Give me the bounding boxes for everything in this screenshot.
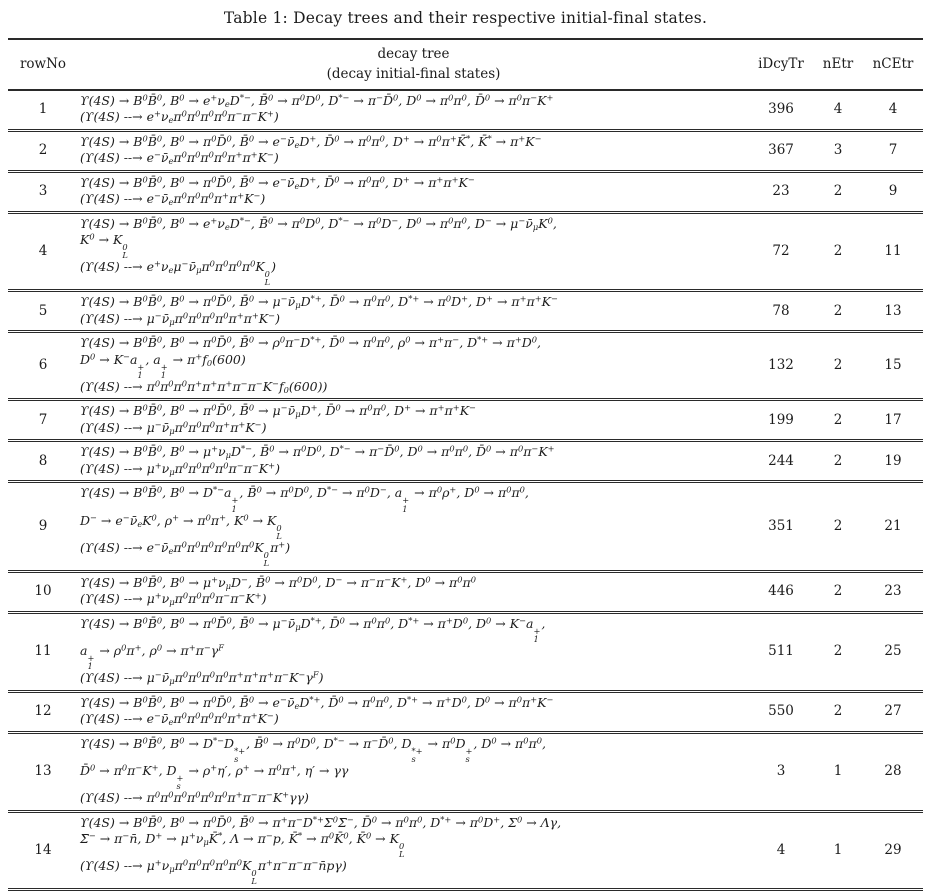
rowno-cell: 1: [8, 101, 78, 117]
ncetr-cell: 27: [863, 703, 923, 719]
decay-tree-line: $ϒ(4S) \to B^0B̄^0$, $B^0$ → $\pi^0D̄^0$, B̄$^0$ → $e^-\nū_eD^+$, D̄$^0$ → $\pi^0\pi^0$, $D^+ \to \pi^0\pi^+K̄^*$, K̄* → π+K−: [80, 134, 743, 151]
netr-cell: 2: [813, 583, 863, 599]
ncetr-cell: 23: [863, 583, 923, 599]
netr-cell: 2: [813, 453, 863, 469]
decay-tree-cell: [78, 216, 749, 287]
decay-tree-line: $D^- \to e^-\nū_eK^0$, $\rho^+ \to \pi^0\pi^+$, $K^0 \to K$ 0 L: [80, 513, 743, 540]
netr-cell: 2: [813, 357, 863, 373]
decay-tree-line: $ϒ(4S) \to B^0B̄^0$, $B^0$ → $\pi^0D̄^0$, B̄$^0$ → $e^-\nū_eD^{*+}$, D̄$^0$ → $\pi^0\pi^0$, $D^{*+} \to \pi^+D^0$, $D^0 \to \pi^0\pi^+K^-$: [80, 695, 743, 712]
table-row: [8, 401, 923, 442]
ncetr-cell: 29: [863, 842, 923, 858]
decay-tree-cell: [78, 616, 749, 687]
decay-tree-cell: [78, 485, 749, 566]
decay-tree-line: D̄$^0$ → $\pi^0\pi^-K^+$, D + s → ρ+η′, $\rho^+ \to \pi^0\pi^+$, η′ → γγ: [80, 763, 743, 790]
decay-tree-cell: [78, 736, 749, 807]
idcytr-cell: 3: [749, 763, 813, 779]
ncetr-cell: 13: [863, 303, 923, 319]
decay-table: [8, 38, 923, 891]
rowno-cell: 9: [8, 518, 78, 534]
idcytr-cell: 367: [749, 142, 813, 158]
table-caption: Table 1: Decay trees and their respective initial-final states.: [8, 5, 923, 38]
rowno-cell: 3: [8, 183, 78, 199]
table-row: [8, 132, 923, 173]
table-body: [8, 91, 923, 891]
table-row: [8, 813, 923, 891]
rowno-cell: 11: [8, 643, 78, 659]
decay-tree-line: $D^0 \to K^-a$ + 1 , a + 1 → $\pi^+f_0(600)$: [80, 352, 743, 379]
idcytr-cell: 511: [749, 643, 813, 659]
decay-tree-line: $ϒ(4S) \to B^0B̄^0$, $B^0 \to \mu^+\nu_\mu D^{*-}$, B̄$^0$ → $\pi^0D^0$, D*− → π−D̄$^0$, $D^0 \to \pi^0\pi^0$, D̄$^0$ → $\pi^0\pi^-K^+$: [80, 444, 743, 461]
col-header-decay-tree-line1: decay tree: [78, 44, 749, 64]
netr-cell: 2: [813, 643, 863, 659]
col-header-decay-tree: [78, 44, 749, 85]
decay-tree-line: (ϒ(4S) --→ $\pi^0\pi^0\pi^0\pi^0\pi^0\pi^0\pi^+\pi^-\pi^-K^+\gamma\gamma$): [80, 790, 743, 807]
decay-tree-line: (ϒ(4S) --→ $\mu^-\nū_\mu\pi^0\pi^0\pi^0\pi^0\pi^+\pi^+\pi^+\pi^-K^-\gamma^F$): [80, 670, 743, 687]
rowno-cell: 10: [8, 583, 78, 599]
decay-tree-line: $ϒ(4S) \to B^0B̄^0$, $B^0 \to D^{*-}D$ *+ s , B̄$^0$ → $\pi^0D^0$, D*− → π−D̄$^0$, D *+ s → $\pi^0D$ + s , $D^0 \to \pi^0\pi^0$,: [80, 736, 743, 763]
netr-cell: 1: [813, 842, 863, 858]
decay-tree-line: $ϒ(4S) \to B^0B̄^0$, $B^0$ → $\pi^0D̄^0$, B̄$^0$ → $\pi^+\pi^-D^{*+}\Sigma^0\Sigmā^-$, D̄$^0$ → $\pi^0\pi^0$, $D^{*+} \to \pi^0D^+$, $\Sigma^0 \to \Lambda\gamma$,: [80, 815, 743, 832]
decay-tree-cell: [78, 403, 749, 436]
decay-tree-line: (ϒ(4S) --→ $\mu^-\nū_\mu\pi^0\pi^0\pi^0\pi^+\pi^+K^-$): [80, 420, 743, 437]
rowno-cell: 2: [8, 142, 78, 158]
idcytr-cell: 78: [749, 303, 813, 319]
table-row: [8, 734, 923, 813]
decay-tree-line: (ϒ(4S) --→ $\mu^-\nū_\mu\pi^0\pi^0\pi^0\pi^0\pi^+\pi^+K^-$): [80, 311, 743, 328]
decay-tree-line: (ϒ(4S) --→ $e^-\nū_e\pi^0\pi^0\pi^0\pi^0\pi^0\pi^0K$ 0 L π+): [80, 540, 743, 567]
decay-tree-line: (ϒ(4S) --→ $e^-\nū_e\pi^0\pi^0\pi^0\pi^0\pi^+\pi^+K^-$): [80, 150, 743, 167]
ncetr-cell: 28: [863, 763, 923, 779]
rowno-cell: 13: [8, 763, 78, 779]
table-row: [8, 214, 923, 293]
decay-tree-line: Σ̄− → π−n̄, $D^+ \to \mu^+\nu_\mu K̄^*$, Λ → π−p, K̄* → $\pi^0K̄^0$, K̄$^0$ → K 0 L: [80, 831, 743, 858]
rowno-cell: 4: [8, 243, 78, 259]
idcytr-cell: 244: [749, 453, 813, 469]
netr-cell: 2: [813, 183, 863, 199]
decay-tree-line: $ϒ(4S) \to B^0B̄^0$, $B^0 \to D^{*-}a$ + 1 , B̄$^0$ → $\pi^0D^0$, $D^{*-} \to \pi^0D^-$, a + 1 → $\pi^0\rho^+$, $D^0 \to \pi^0\pi^0$,: [80, 485, 743, 512]
decay-tree-line: $ϒ(4S) \to B^0B̄^0$, $B^0$ → $\pi^0D̄^0$, B̄$^0$ → $\mu^-\nū_\mu D^{*+}$, D̄$^0$ → $\pi^0\pi^0$, $D^{*+} \to \pi^0D^+$, D+ → π+π+K−: [80, 294, 743, 311]
ncetr-cell: 21: [863, 518, 923, 534]
ncetr-cell: 9: [863, 183, 923, 199]
decay-tree-line: (ϒ(4S) --→ $e^+\nu_e\pi^0\pi^0\pi^0\pi^0\pi^-\pi^-K^+$): [80, 109, 743, 126]
decay-tree-line: $ϒ(4S) \to B^0B̄^0$, $B^0$ → $\pi^0D̄^0$, B̄$^0$ → $\mu^-\nū_\mu D^+$, D̄$^0$ → $\pi^0\pi^0$, D+ → π+π+K−: [80, 403, 743, 420]
decay-tree-cell: [78, 294, 749, 327]
decay-tree-line: (ϒ(4S) --→ $\mu^+\nu_\mu\pi^0\pi^0\pi^0\pi^0\pi^-\pi^-K^+$): [80, 461, 743, 478]
ncetr-cell: 17: [863, 412, 923, 428]
col-header-ncetr: nCEtr: [863, 56, 923, 72]
netr-cell: 3: [813, 142, 863, 158]
ncetr-cell: 25: [863, 643, 923, 659]
decay-tree-line: $ϒ(4S) \to B^0B̄^0$, $B^0$ → $\pi^0D̄^0$, B̄$^0$ → $\mu^-\nū_\mu D^{*+}$, D̄$^0$ → $\pi^0\pi^0$, $D^{*+} \to \pi^+D^0$, $D^0 \to K^-a$ + 1 ,: [80, 616, 743, 643]
idcytr-cell: 199: [749, 412, 813, 428]
decay-tree-cell: [78, 815, 749, 886]
table-row: [8, 333, 923, 401]
table-row: [8, 573, 923, 614]
rowno-cell: 14: [8, 842, 78, 858]
idcytr-cell: 72: [749, 243, 813, 259]
idcytr-cell: 23: [749, 183, 813, 199]
rowno-cell: 5: [8, 303, 78, 319]
decay-tree-cell: [78, 335, 749, 395]
idcytr-cell: 550: [749, 703, 813, 719]
col-header-rowno: rowNo: [8, 56, 78, 72]
table-row: [8, 91, 923, 132]
idcytr-cell: 446: [749, 583, 813, 599]
decay-tree-cell: [78, 93, 749, 126]
decay-tree-line: $ϒ(4S) \to B^0B̄^0$, $B^0 \to e^+\nu_eD^{*-}$, B̄$^0$ → $\pi^0D^0$, D*− → π−D̄$^0$, $D^0 \to \pi^0\pi^0$, D̄$^0$ → $\pi^0\pi^-K^+$: [80, 93, 743, 110]
ncetr-cell: 11: [863, 243, 923, 259]
col-header-netr: nEtr: [813, 56, 863, 72]
rowno-cell: 7: [8, 412, 78, 428]
netr-cell: 2: [813, 703, 863, 719]
netr-cell: 2: [813, 303, 863, 319]
netr-cell: 1: [813, 763, 863, 779]
decay-tree-line: a + 1 → $\rho^0\pi^+$, $\rho^0 \to \pi^+\pi^-\gamma^F$: [80, 643, 743, 670]
table-header-row: [8, 40, 923, 91]
table-row: [8, 442, 923, 483]
decay-tree-line: (ϒ(4S) --→ $e^-\nū_e\pi^0\pi^0\pi^0\pi^+\pi^+K^-$): [80, 191, 743, 208]
ncetr-cell: 4: [863, 101, 923, 117]
netr-cell: 4: [813, 101, 863, 117]
decay-tree-cell: [78, 575, 749, 608]
decay-tree-line: $ϒ(4S) \to B^0B̄^0$, $B^0$ → $\pi^0D̄^0$, B̄$^0$ → $e^-\nū_eD^+$, D̄$^0$ → $\pi^0\pi^0$, D+ → π+π+K−: [80, 175, 743, 192]
col-header-decay-tree-line2: (decay initial-final states): [78, 64, 749, 84]
decay-tree-line: (ϒ(4S) --→ $\mu^+\nu_\mu\pi^0\pi^0\pi^0\pi^-\pi^-K^+$): [80, 591, 743, 608]
ncetr-cell: 15: [863, 357, 923, 373]
table-row: [8, 693, 923, 734]
decay-tree-line: $K^0 \to K$ 0 L: [80, 232, 743, 259]
decay-tree-cell: [78, 695, 749, 728]
rowno-cell: 12: [8, 703, 78, 719]
idcytr-cell: 396: [749, 101, 813, 117]
ncetr-cell: 19: [863, 453, 923, 469]
decay-tree-line: (ϒ(4S) --→ $\pi^0\pi^0\pi^0\pi^+\pi^+\pi^+\pi^-\pi^-K^-f_0(600)$): [80, 379, 743, 396]
decay-tree-cell: [78, 134, 749, 167]
table-row: [8, 292, 923, 333]
col-header-idcytr: iDcyTr: [749, 56, 813, 72]
idcytr-cell: 4: [749, 842, 813, 858]
decay-tree-line: $ϒ(4S) \to B^0B̄^0$, $B^0 \to e^+\nu_eD^{*-}$, B̄$^0$ → $\pi^0D^0$, $D^{*-} \to \pi^0D^-$, $D^0 \to \pi^0\pi^0$, $D^- \to \mu^-\nū_\mu K^0$,: [80, 216, 743, 233]
table-row: [8, 483, 923, 572]
netr-cell: 2: [813, 243, 863, 259]
rowno-cell: 6: [8, 357, 78, 373]
decay-tree-cell: [78, 444, 749, 477]
ncetr-cell: 7: [863, 142, 923, 158]
netr-cell: 2: [813, 412, 863, 428]
decay-tree-line: $ϒ(4S) \to B^0B̄^0$, $B^0$ → $\pi^0D̄^0$, B̄$^0$ → $\rho^0\pi^-D^{*+}$, D̄$^0$ → $\pi^0\pi^0$, $\rho^0 \to \pi^+\pi^-$, $D^{*+} \to \pi^+D^0$,: [80, 335, 743, 352]
decay-tree-cell: [78, 175, 749, 208]
decay-tree-line: (ϒ(4S) --→ $e^+\nu_e\mu^-\nū_\mu\pi^0\pi^0\pi^0\pi^0K$ 0 L ): [80, 259, 743, 286]
decay-tree-line: (ϒ(4S) --→ $\mu^+\nu_\mu\pi^0\pi^0\pi^0\pi^0\pi^0K$ 0 L π+π−π−π−n̄pγ): [80, 858, 743, 885]
idcytr-cell: 132: [749, 357, 813, 373]
decay-tree-line: $ϒ(4S) \to B^0B̄^0$, $B^0 \to \mu^+\nu_\mu D^-$, B̄$^0$ → $\pi^0D^0$, D− → π−π−K+, $D^0 \to \pi^0\pi^0$: [80, 575, 743, 592]
rowno-cell: 8: [8, 453, 78, 469]
idcytr-cell: 351: [749, 518, 813, 534]
table-row: [8, 614, 923, 693]
table-row: [8, 173, 923, 214]
decay-tree-line: (ϒ(4S) --→ $e^-\nū_e\pi^0\pi^0\pi^0\pi^0\pi^+\pi^+K^-$): [80, 711, 743, 728]
netr-cell: 2: [813, 518, 863, 534]
